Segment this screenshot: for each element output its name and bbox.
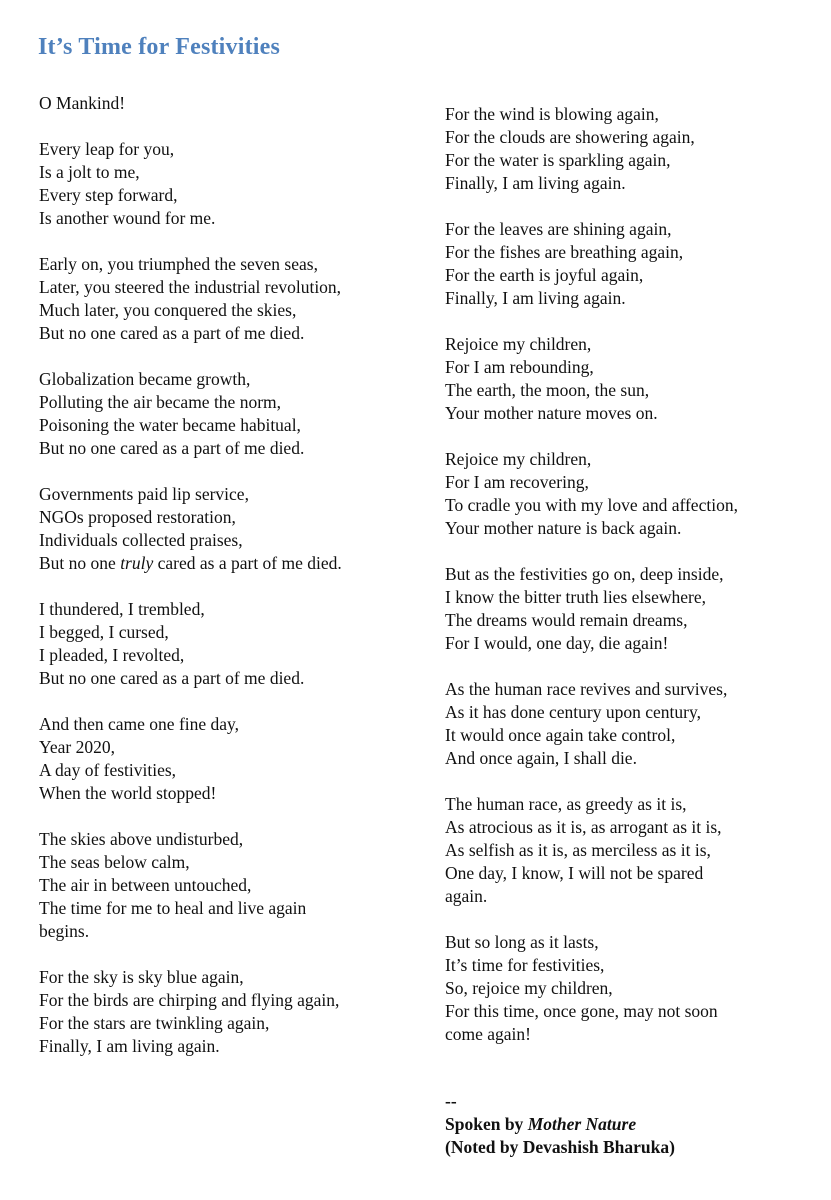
stanza bbox=[39, 483, 419, 575]
stanza bbox=[39, 92, 419, 115]
poem-line: For the earth is joyful again, bbox=[445, 265, 644, 285]
poem-line: But no one cared as a part of me died. bbox=[39, 438, 305, 458]
poem-line: Rejoice my children, bbox=[445, 334, 592, 354]
poem-line: come again! bbox=[445, 1024, 531, 1044]
signature bbox=[445, 1090, 825, 1159]
poem-line: For I would, one day, die again! bbox=[445, 633, 669, 653]
stanza bbox=[39, 253, 419, 345]
poem-line: But no one cared as a part of me died. bbox=[39, 323, 305, 343]
poem-line: It’s time for festivities, bbox=[445, 955, 605, 975]
poem-line: For the fishes are breathing again, bbox=[445, 242, 684, 262]
poem-line: Is a jolt to me, bbox=[39, 162, 140, 182]
poem-title: It’s Time for Festivities bbox=[38, 34, 281, 60]
poem-line: Early on, you triumphed the seven seas, bbox=[39, 254, 318, 274]
poem-line: To cradle you with my love and affection, bbox=[445, 495, 738, 515]
poem-line: Polluting the air became the norm, bbox=[39, 392, 282, 412]
poem-line: Year 2020, bbox=[39, 737, 115, 757]
speaker-name: Mother Nature bbox=[527, 1114, 637, 1134]
poem-line: But as the festivities go on, deep inside, bbox=[445, 564, 724, 584]
stanza bbox=[445, 931, 825, 1046]
poem-line: again. bbox=[445, 886, 488, 906]
signature-dash: -- bbox=[445, 1091, 457, 1111]
poem-line: As the human race revives and survives, bbox=[445, 679, 728, 699]
stanza bbox=[445, 678, 825, 770]
stanza bbox=[445, 103, 825, 195]
poem-line: For the water is sparkling again, bbox=[445, 150, 671, 170]
stanza bbox=[445, 333, 825, 425]
stanza bbox=[39, 598, 419, 690]
poem-line: It would once again take control, bbox=[445, 725, 676, 745]
truly-before: But no one bbox=[39, 553, 121, 573]
poem-line: But so long as it lasts, bbox=[445, 932, 599, 952]
poem-line: Individuals collected praises, bbox=[39, 530, 243, 550]
poem-line: But no one cared as a part of me died. bbox=[39, 668, 305, 688]
poem-line: And then came one fine day, bbox=[39, 714, 240, 734]
stanza bbox=[39, 368, 419, 460]
stanza bbox=[39, 713, 419, 805]
poem-line: The human race, as greedy as it is, bbox=[445, 794, 687, 814]
poem-line: Later, you steered the industrial revolution, bbox=[39, 277, 342, 297]
signature-spoken-by bbox=[445, 1113, 825, 1136]
poem-line: Every leap for you, bbox=[39, 139, 175, 159]
poem-line: Finally, I am living again. bbox=[445, 288, 626, 308]
poem-line: For the sky is sky blue again, bbox=[39, 967, 244, 987]
poem-line: As selfish as it is, as merciless as it is, bbox=[445, 840, 711, 860]
poem-line: I pleaded, I revolted, bbox=[39, 645, 185, 665]
poem-line: Globalization became growth, bbox=[39, 369, 251, 389]
truly-after: cared as a part of me died. bbox=[153, 553, 342, 573]
poem-line: The earth, the moon, the sun, bbox=[445, 380, 650, 400]
stanza bbox=[39, 828, 419, 943]
truly-emphasis: truly bbox=[120, 553, 154, 573]
poem-line: Every step forward, bbox=[39, 185, 178, 205]
poem-line: O Mankind! bbox=[39, 93, 126, 113]
stanza bbox=[39, 966, 419, 1058]
poem-line: For the leaves are shining again, bbox=[445, 219, 672, 239]
poem-line: For this time, once gone, may not soon bbox=[445, 1001, 718, 1021]
poem-line: Poisoning the water became habitual, bbox=[39, 415, 301, 435]
stanza bbox=[445, 448, 825, 540]
poem-line: The time for me to heal and live again bbox=[39, 898, 307, 918]
poem-line: Your mother nature moves on. bbox=[445, 403, 658, 423]
poem-line: For the wind is blowing again, bbox=[445, 104, 659, 124]
poem-line: The seas below calm, bbox=[39, 852, 190, 872]
poem-line: So, rejoice my children, bbox=[445, 978, 613, 998]
poem-line: For the birds are chirping and flying again, bbox=[39, 990, 340, 1010]
poem-left-column bbox=[39, 92, 419, 1081]
poem-line: Finally, I am living again. bbox=[39, 1036, 220, 1056]
poem-line: Your mother nature is back again. bbox=[445, 518, 682, 538]
poem-line: And once again, I shall die. bbox=[445, 748, 637, 768]
poem-line: NGOs proposed restoration, bbox=[39, 507, 236, 527]
poem-line: I thundered, I trembled, bbox=[39, 599, 205, 619]
poem-line-truly bbox=[39, 552, 419, 575]
poem-line: I know the bitter truth lies elsewhere, bbox=[445, 587, 706, 607]
poem-line: The dreams would remain dreams, bbox=[445, 610, 688, 630]
poem-line: As it has done century upon century, bbox=[445, 702, 701, 722]
stanza bbox=[445, 563, 825, 655]
signature-noted-by: (Noted by Devashish Bharuka) bbox=[445, 1137, 675, 1157]
poem-line: Is another wound for me. bbox=[39, 208, 216, 228]
stanza bbox=[445, 218, 825, 310]
poem-line: begins. bbox=[39, 921, 90, 941]
poem-line: I begged, I cursed, bbox=[39, 622, 169, 642]
stanza bbox=[39, 138, 419, 230]
stanza bbox=[445, 793, 825, 908]
spoken-by-label: Spoken by bbox=[445, 1114, 528, 1134]
poem-line: For the clouds are showering again, bbox=[445, 127, 695, 147]
poem-line: Finally, I am living again. bbox=[445, 173, 626, 193]
poem-line: Governments paid lip service, bbox=[39, 484, 249, 504]
poem-line: For I am recovering, bbox=[445, 472, 589, 492]
poem-line: For I am rebounding, bbox=[445, 357, 594, 377]
poem-line: One day, I know, I will not be spared bbox=[445, 863, 704, 883]
poem-right-column bbox=[445, 103, 825, 1159]
poem-line: The skies above undisturbed, bbox=[39, 829, 244, 849]
poem-line: The air in between untouched, bbox=[39, 875, 252, 895]
poem-line: Much later, you conquered the skies, bbox=[39, 300, 297, 320]
poem-line: As atrocious as it is, as arrogant as it is, bbox=[445, 817, 722, 837]
poem-line: Rejoice my children, bbox=[445, 449, 592, 469]
poem-line: A day of festivities, bbox=[39, 760, 177, 780]
poem-line: When the world stopped! bbox=[39, 783, 217, 803]
poem-line: For the stars are twinkling again, bbox=[39, 1013, 270, 1033]
